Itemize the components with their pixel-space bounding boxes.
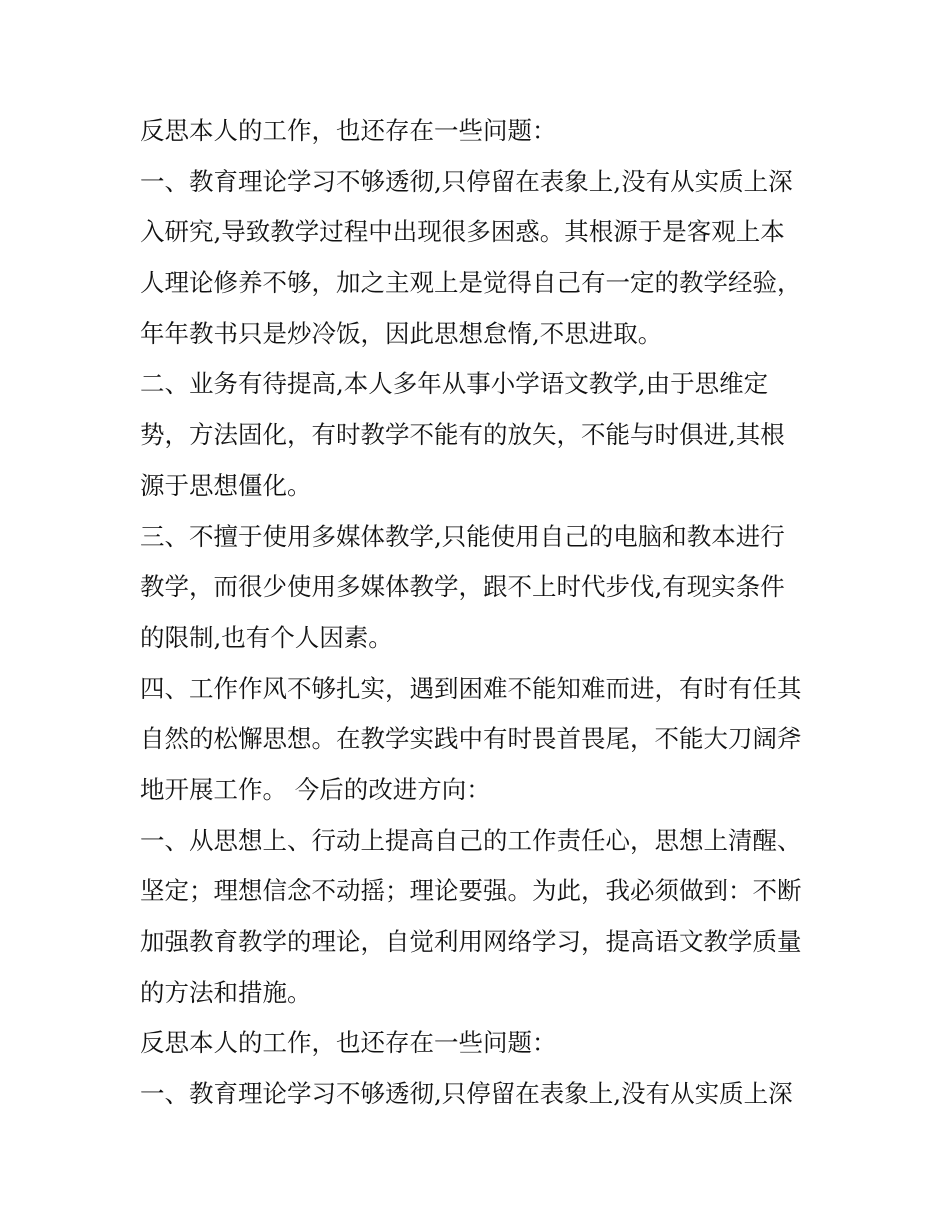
text-line: 源于思想僵化。 [140, 470, 312, 500]
text-line: 加强教育教学的理论，自觉利用网络学习，提高语文教学质量 [140, 927, 802, 956]
text-line: 二、业务有待提高,本人多年从事小学语文教学,由于思维定 [140, 369, 769, 399]
text-line: 势，方法固化，有时教学不能有的放矢，不能与时俱进,其根 [140, 420, 785, 450]
text-line: 自然的松懈思想。在教学实践中有时畏首畏尾，不能大刀阔斧 [140, 724, 802, 754]
text-line: 三、不擅于使用多媒体教学,只能使用自己的电脑和教本进行 [140, 521, 785, 551]
text-line: 坚定；理想信念不动摇；理论要强。为此，我必须做到：不断 [140, 876, 802, 906]
text-line: 一、教育理论学习不够透彻,只停留在表象上,没有从实质上深 [140, 166, 793, 196]
document-body [140, 106, 830, 1120]
text-line: 一、教育理论学习不够透彻,只停留在表象上,没有从实质上深 [140, 1079, 793, 1109]
text-line: 的方法和措施。 [140, 977, 312, 1007]
text-line: 的限制,也有个人因素。 [140, 622, 393, 652]
text-line: 年年教书只是炒冷饭，因此思想怠惰,不思进取。 [140, 318, 663, 348]
text-line: 入研究,导致教学过程中出现很多困惑。其根源于是客观上本 [140, 217, 785, 247]
text-line: 四、工作作风不够扎实，遇到困难不能知难而进，有时有任其 [140, 673, 802, 703]
text-line: 反思本人的工作，也还存在一些问题： [140, 116, 557, 145]
text-line: 教学，而很少使用多媒体教学，跟不上时代步伐,有现实条件 [140, 572, 785, 602]
text-line: 地开展工作。 今后的改进方向： [140, 774, 491, 804]
text-line: 反思本人的工作，也还存在一些问题： [140, 1028, 557, 1058]
text-line: 一、从思想上、行动上提高自己的工作责任心，思想上清醒、 [140, 825, 802, 855]
text-line: 人理论修养不够，加之主观上是觉得自己有一定的教学经验， [140, 268, 802, 298]
